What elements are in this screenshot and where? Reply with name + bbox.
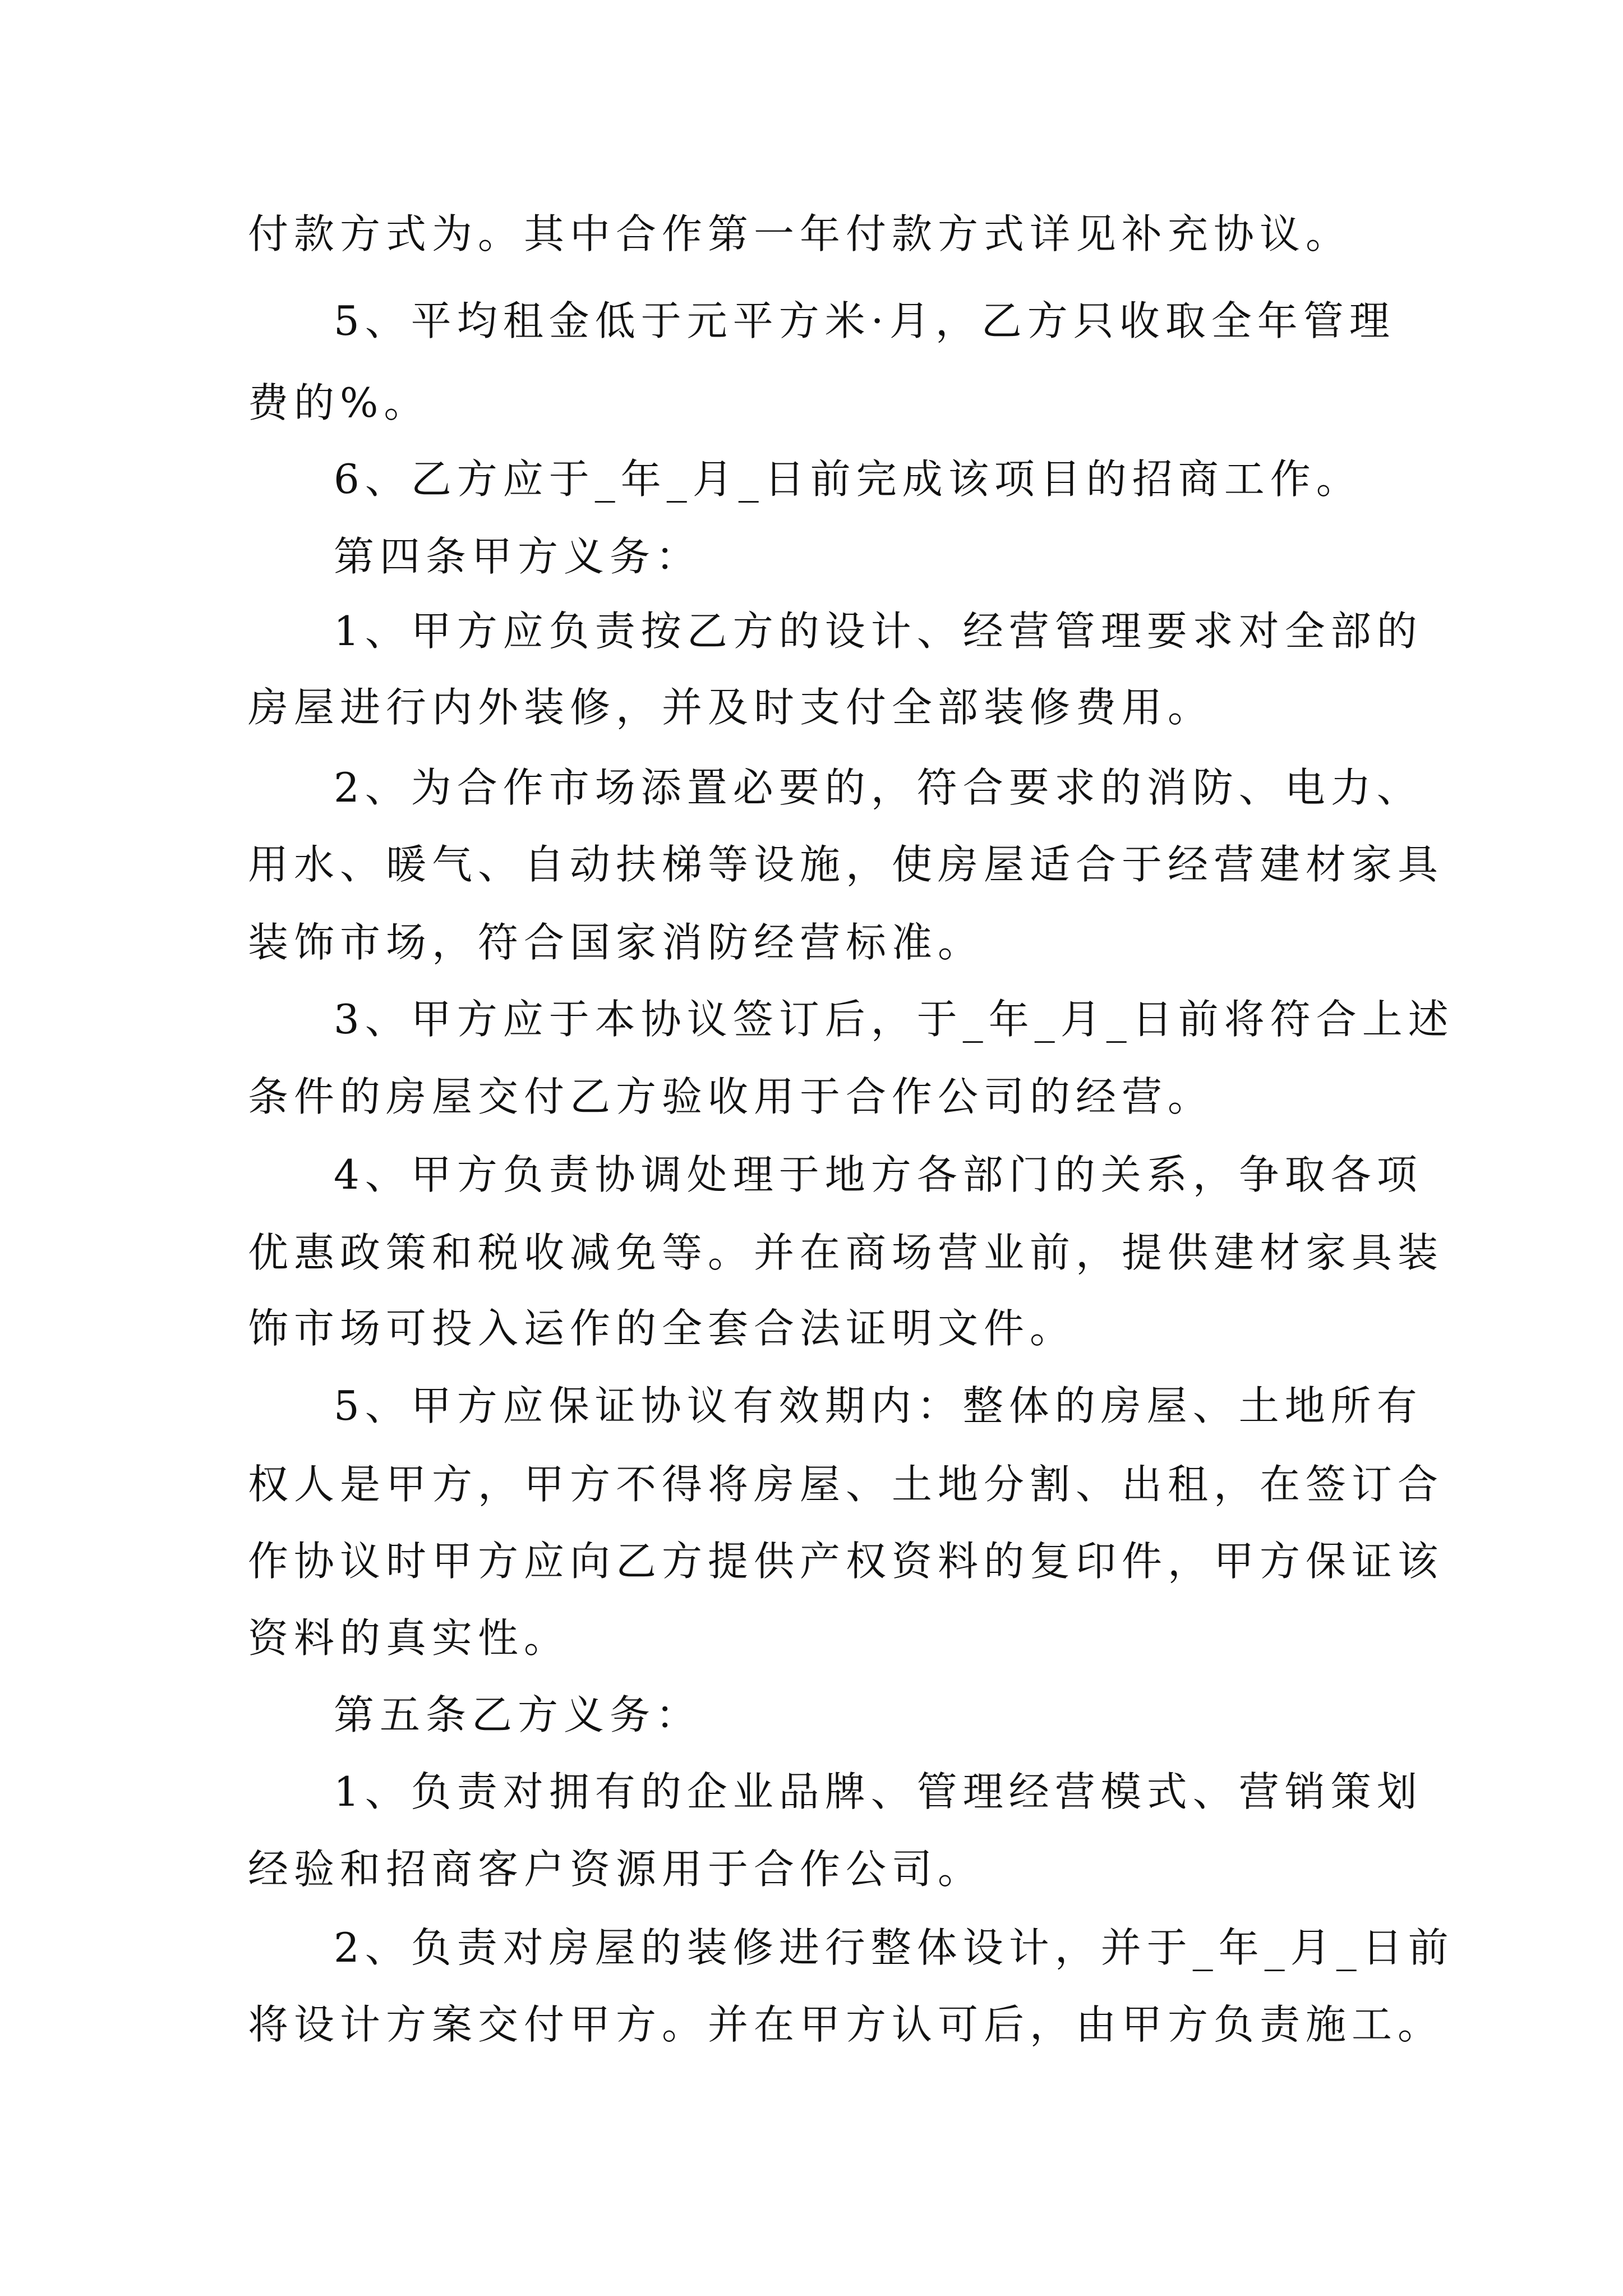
body-line: 装饰市场，符合国家消防经营标准。 (248, 919, 984, 966)
body-line: 房屋进行内外装修，并及时支付全部装修费用。 (248, 684, 1214, 731)
section-heading: 第四条甲方义务： (334, 533, 702, 580)
body-line: 资料的真实性。 (248, 1614, 570, 1662)
body-line: 饰市场可投入运作的全套合法证明文件。 (248, 1305, 1076, 1352)
clause-line: 3、甲方应于本协议签订后，于_年_月_日前将符合上述 (334, 996, 1454, 1043)
clause-line: 6、乙方应于_年_月_日前完成该项目的招商工作。 (334, 455, 1362, 503)
clause-line: 5、平均租金低于元平方米·月，乙方只收取全年管理 (334, 297, 1395, 344)
clause-line: 5、甲方应保证协议有效期内：整体的房屋、土地所有 (334, 1382, 1423, 1429)
body-line: 优惠政策和税收减免等。并在商场营业前，提供建材家具装 (248, 1229, 1444, 1276)
body-line: 作协议时甲方应向乙方提供产权资料的复印件，甲方保证该 (248, 1538, 1444, 1585)
body-line: 费的%。 (248, 379, 430, 426)
clause-line: 2、为合作市场添置必要的，符合要求的消防、电力、 (334, 764, 1423, 811)
clause-line: 2、负责对房屋的装修进行整体设计，并于_年_月_日前 (334, 1924, 1454, 1971)
clause-line: 1、负责对拥有的企业品牌、管理经营模式、营销策划 (334, 1768, 1423, 1815)
body-line: 权人是甲方，甲方不得将房屋、土地分割、出租，在签订合 (248, 1461, 1444, 1508)
section-heading: 第五条乙方义务： (334, 1691, 702, 1738)
body-line: 用水、暖气、自动扶梯等设施，使房屋适合于经营建材家具 (248, 841, 1444, 888)
body-line: 条件的房屋交付乙方验收用于合作公司的经营。 (248, 1073, 1214, 1120)
clause-line: 1、甲方应负责按乙方的设计、经营管理要求对全部的 (334, 608, 1423, 655)
body-line: 付款方式为。其中合作第一年付款方式详见补充协议。 (248, 210, 1352, 257)
body-line: 经验和招商客户资源用于合作公司。 (248, 1846, 984, 1893)
clause-line: 4、甲方负责协调处理于地方各部门的关系，争取各项 (334, 1151, 1423, 1198)
body-line: 将设计方案交付甲方。并在甲方认可后，由甲方负责施工。 (248, 2001, 1444, 2048)
